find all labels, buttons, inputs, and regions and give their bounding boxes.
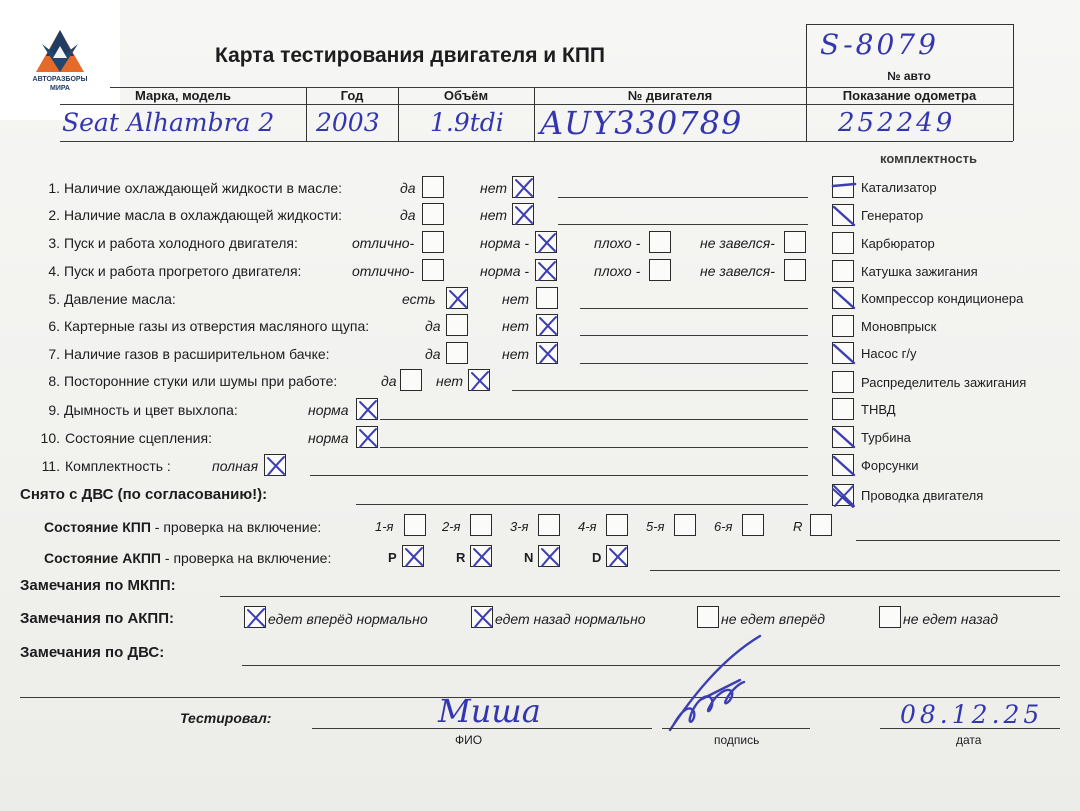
check-option-label: не завелся- xyxy=(700,263,775,279)
signature-line xyxy=(662,728,810,729)
check-option-checkbox[interactable] xyxy=(422,203,444,225)
check-option-checkbox[interactable] xyxy=(535,259,557,281)
check-number: 5. xyxy=(48,291,60,307)
tested-by-label: Тестировал: xyxy=(180,710,272,726)
check-option-label: отлично- xyxy=(352,263,415,279)
check-label: Наличие масла в охлаждающей жидкости: xyxy=(64,207,343,223)
completeness-checkbox[interactable] xyxy=(832,484,854,506)
check-number: 9. xyxy=(48,402,60,418)
check-notes-line xyxy=(380,419,808,420)
check-notes-line xyxy=(580,308,808,309)
logo-text-2: МИРА xyxy=(50,85,70,92)
odometer-value: 252249 xyxy=(838,108,956,138)
kpp-label-rest: - проверка на включение: xyxy=(150,519,322,535)
akpp-label-rest: - проверка на включение: xyxy=(161,550,332,566)
check-option-checkbox[interactable] xyxy=(356,426,378,448)
completeness-item-label: ТНВД xyxy=(861,402,896,417)
kpp-gear-label: 4-я xyxy=(578,519,597,534)
check-number: 11. xyxy=(41,458,60,474)
page-title: Карта тестирования двигателя и КПП xyxy=(215,44,606,67)
remarks-dvs-label: Замечания по ДВС: xyxy=(20,644,165,661)
completeness-checkbox[interactable] xyxy=(832,260,854,282)
check-label: Дымность и цвет выхлопа: xyxy=(64,402,238,418)
check-notes-line xyxy=(380,447,808,448)
akpp-remark-label: едет вперёд нормально xyxy=(268,611,428,627)
remarks-dvs-line-1 xyxy=(242,665,1060,666)
check-label: Давление масла: xyxy=(64,291,176,307)
akpp-label-bold: Состояние АКПП xyxy=(44,550,161,566)
check-label: Наличие газов в расширительном бачке: xyxy=(64,346,330,362)
check-option-checkbox[interactable] xyxy=(536,342,558,364)
akpp-remark-checkbox[interactable] xyxy=(697,606,719,628)
check-option-label: да xyxy=(400,207,416,223)
check-number: 3. xyxy=(48,235,60,251)
check-option-checkbox[interactable] xyxy=(356,398,378,420)
akpp-mode-label: N xyxy=(524,550,534,565)
completeness-item-label: Турбина xyxy=(861,430,911,445)
kpp-gear-checkbox[interactable] xyxy=(470,514,492,536)
make-value: Seat Alhambra 2 xyxy=(62,108,275,137)
completeness-checkbox[interactable] xyxy=(832,176,854,198)
check-option-checkbox[interactable] xyxy=(535,231,557,253)
check-option-label: норма xyxy=(308,402,349,418)
date-line xyxy=(880,728,1060,729)
kpp-gear-checkbox[interactable] xyxy=(538,514,560,536)
check-label: Наличие охлаждающей жидкости в масле: xyxy=(64,180,343,196)
col-year-header: Год xyxy=(340,88,364,103)
completeness-item-label: Карбюратор xyxy=(861,236,935,251)
completeness-item-label: Форсунки xyxy=(861,458,919,473)
completeness-item-label: Генератор xyxy=(861,208,924,223)
check-label: Пуск и работа холодного двигателя: xyxy=(64,235,298,251)
completeness-item-label: Распределитель зажигания xyxy=(861,375,1027,390)
engine-no-value: AUY330789 xyxy=(540,104,743,142)
check-option-label: нет xyxy=(502,291,529,307)
check-option-checkbox[interactable] xyxy=(649,259,671,281)
check-option-checkbox[interactable] xyxy=(422,176,444,198)
kpp-gear-label: 2-я xyxy=(442,519,461,534)
check-option-label: норма - xyxy=(480,235,530,251)
check-option-checkbox[interactable] xyxy=(536,287,558,309)
date-value: 08.12.25 xyxy=(900,700,1044,729)
check-number: 4. xyxy=(48,263,60,279)
kpp-gear-label: 5-я xyxy=(646,519,665,534)
completeness-checkbox[interactable] xyxy=(832,315,854,337)
car-number-value: S-8079 xyxy=(820,28,939,61)
check-option-checkbox[interactable] xyxy=(649,231,671,253)
check-option-label: нет xyxy=(436,373,463,389)
check-notes-line xyxy=(580,363,808,364)
check-option-label: норма - xyxy=(480,263,530,279)
completeness-item-label: Катализатор xyxy=(861,180,937,195)
check-option-label: норма xyxy=(308,430,349,446)
completeness-title: комплектность xyxy=(880,151,977,166)
check-option-checkbox[interactable] xyxy=(422,259,444,281)
check-option-label: есть xyxy=(402,291,436,307)
completeness-checkbox[interactable] xyxy=(832,204,854,226)
signature-label: подпись xyxy=(714,733,760,747)
fio-line xyxy=(312,728,652,729)
check-option-checkbox[interactable] xyxy=(446,287,468,309)
remarks-mkpp-line xyxy=(220,596,1060,597)
volume-value: 1.9tdi xyxy=(430,108,504,137)
akpp-remark-checkbox[interactable] xyxy=(879,606,901,628)
logo-text-1: АВТОРАЗБОРЫ xyxy=(32,76,88,83)
check-option-checkbox[interactable] xyxy=(422,231,444,253)
completeness-item-label: Проводка двигателя xyxy=(861,488,984,503)
car-number-label: № авто xyxy=(887,69,931,83)
akpp-mode-label: R xyxy=(456,550,466,565)
check-option-label: полная xyxy=(212,458,259,474)
check-option-label: не завелся- xyxy=(700,235,775,251)
akpp-remark-checkbox[interactable] xyxy=(244,606,266,628)
akpp-mode-checkbox[interactable] xyxy=(538,545,560,567)
kpp-gear-checkbox[interactable] xyxy=(742,514,764,536)
check-number: 2. xyxy=(48,207,60,223)
check-option-label: отлично- xyxy=(352,235,415,251)
completeness-checkbox[interactable] xyxy=(832,398,854,420)
check-option-checkbox[interactable] xyxy=(446,314,468,336)
kpp-gear-checkbox[interactable] xyxy=(404,514,426,536)
col-make-header: Марка, модель xyxy=(134,88,232,103)
check-number: 1. xyxy=(48,180,60,196)
kpp-gear-checkbox[interactable] xyxy=(606,514,628,536)
akpp-mode-label: D xyxy=(592,550,602,565)
akpp-mode-checkbox[interactable] xyxy=(470,545,492,567)
akpp-remark-checkbox[interactable] xyxy=(471,606,493,628)
check-option-label: нет xyxy=(502,318,529,334)
akpp-label xyxy=(44,550,331,566)
check-label: Состояние сцепления: xyxy=(65,430,212,446)
akpp-mode-label: P xyxy=(388,550,397,565)
year-value: 2003 xyxy=(316,108,380,137)
kpp-label xyxy=(44,519,321,535)
akpp-mode-checkbox[interactable] xyxy=(606,545,628,567)
header-mid-line xyxy=(60,104,1013,105)
col-odometer-header: Показание одометра xyxy=(842,88,977,103)
removed-label: Снято с ДВС (по согласованию!): xyxy=(20,486,268,503)
check-label: Посторонние стуки или шумы при работе: xyxy=(64,373,338,389)
check-notes-line xyxy=(512,390,808,391)
removed-line xyxy=(356,504,808,505)
check-option-label: нет xyxy=(480,207,507,223)
check-option-checkbox[interactable] xyxy=(400,369,422,391)
check-option-label: нет xyxy=(502,346,529,362)
check-number: 10. xyxy=(40,430,60,446)
akpp-line xyxy=(650,570,1060,571)
akpp-remark-label: едет назад нормально xyxy=(495,611,646,627)
completeness-checkbox[interactable] xyxy=(832,232,854,254)
remarks-mkpp-label: Замечания по МКПП: xyxy=(20,577,176,594)
check-number: 7. xyxy=(48,346,60,362)
kpp-gear-checkbox[interactable] xyxy=(810,514,832,536)
check-option-label: да xyxy=(425,346,441,362)
logo-mark-icon xyxy=(34,28,86,74)
date-label: дата xyxy=(956,733,982,747)
check-option-label: да xyxy=(425,318,441,334)
check-option-checkbox[interactable] xyxy=(446,342,468,364)
check-option-label: плохо - xyxy=(594,263,641,279)
check-option-checkbox[interactable] xyxy=(512,176,534,198)
completeness-item-label: Катушка зажигания xyxy=(861,264,978,279)
check-notes-line xyxy=(580,335,808,336)
check-option-label: нет xyxy=(480,180,507,196)
col-volume-header: Объём xyxy=(443,88,489,103)
akpp-remark-label: не едет вперёд xyxy=(721,611,826,627)
signature-image xyxy=(660,630,770,740)
fio-label: ФИО xyxy=(455,733,483,747)
kpp-label-bold: Состояние КПП xyxy=(44,519,151,535)
check-option-checkbox[interactable] xyxy=(468,369,490,391)
kpp-gear-label: 6-я xyxy=(714,519,733,534)
check-option-checkbox[interactable] xyxy=(784,259,806,281)
completeness-item-label: Моновпрыск xyxy=(861,319,937,334)
akpp-remark-label: не едет назад xyxy=(903,611,998,627)
kpp-gear-label: R xyxy=(793,519,803,534)
tester-name-value: Миша xyxy=(438,692,541,730)
check-option-checkbox[interactable] xyxy=(536,314,558,336)
completeness-checkbox[interactable] xyxy=(832,371,854,393)
kpp-line xyxy=(856,540,1060,541)
check-option-checkbox[interactable] xyxy=(264,454,286,476)
completeness-checkbox[interactable] xyxy=(832,287,854,309)
kpp-gear-label: 3-я xyxy=(510,519,529,534)
akpp-mode-checkbox[interactable] xyxy=(402,545,424,567)
kpp-gear-checkbox[interactable] xyxy=(674,514,696,536)
check-option-label: да xyxy=(400,180,416,196)
check-option-checkbox[interactable] xyxy=(512,203,534,225)
col-engine-no-header: № двигателя xyxy=(627,88,713,103)
header-bottom-line xyxy=(60,141,1013,142)
check-option-checkbox[interactable] xyxy=(784,231,806,253)
completeness-item-label: Компрессор кондиционера xyxy=(861,291,1024,306)
check-number: 8. xyxy=(48,373,60,389)
check-label: Комплектность : xyxy=(65,458,171,474)
completeness-item-label: Насос г/у xyxy=(861,346,917,361)
check-number: 6. xyxy=(48,318,60,334)
check-label: Пуск и работа прогретого двигателя: xyxy=(64,263,302,279)
kpp-gear-label: 1-я xyxy=(375,519,394,534)
check-option-label: плохо - xyxy=(594,235,641,251)
remarks-akpp-label: Замечания по АКПП: xyxy=(20,610,174,627)
check-label: Картерные газы из отверстия масляного щупа: xyxy=(64,318,370,334)
check-notes-line xyxy=(558,197,808,198)
check-option-label: да xyxy=(381,373,397,389)
completeness-checkbox[interactable] xyxy=(832,342,854,364)
completeness-checkbox[interactable] xyxy=(832,454,854,476)
check-notes-line xyxy=(310,475,808,476)
completeness-checkbox[interactable] xyxy=(832,426,854,448)
check-notes-line xyxy=(558,224,808,225)
